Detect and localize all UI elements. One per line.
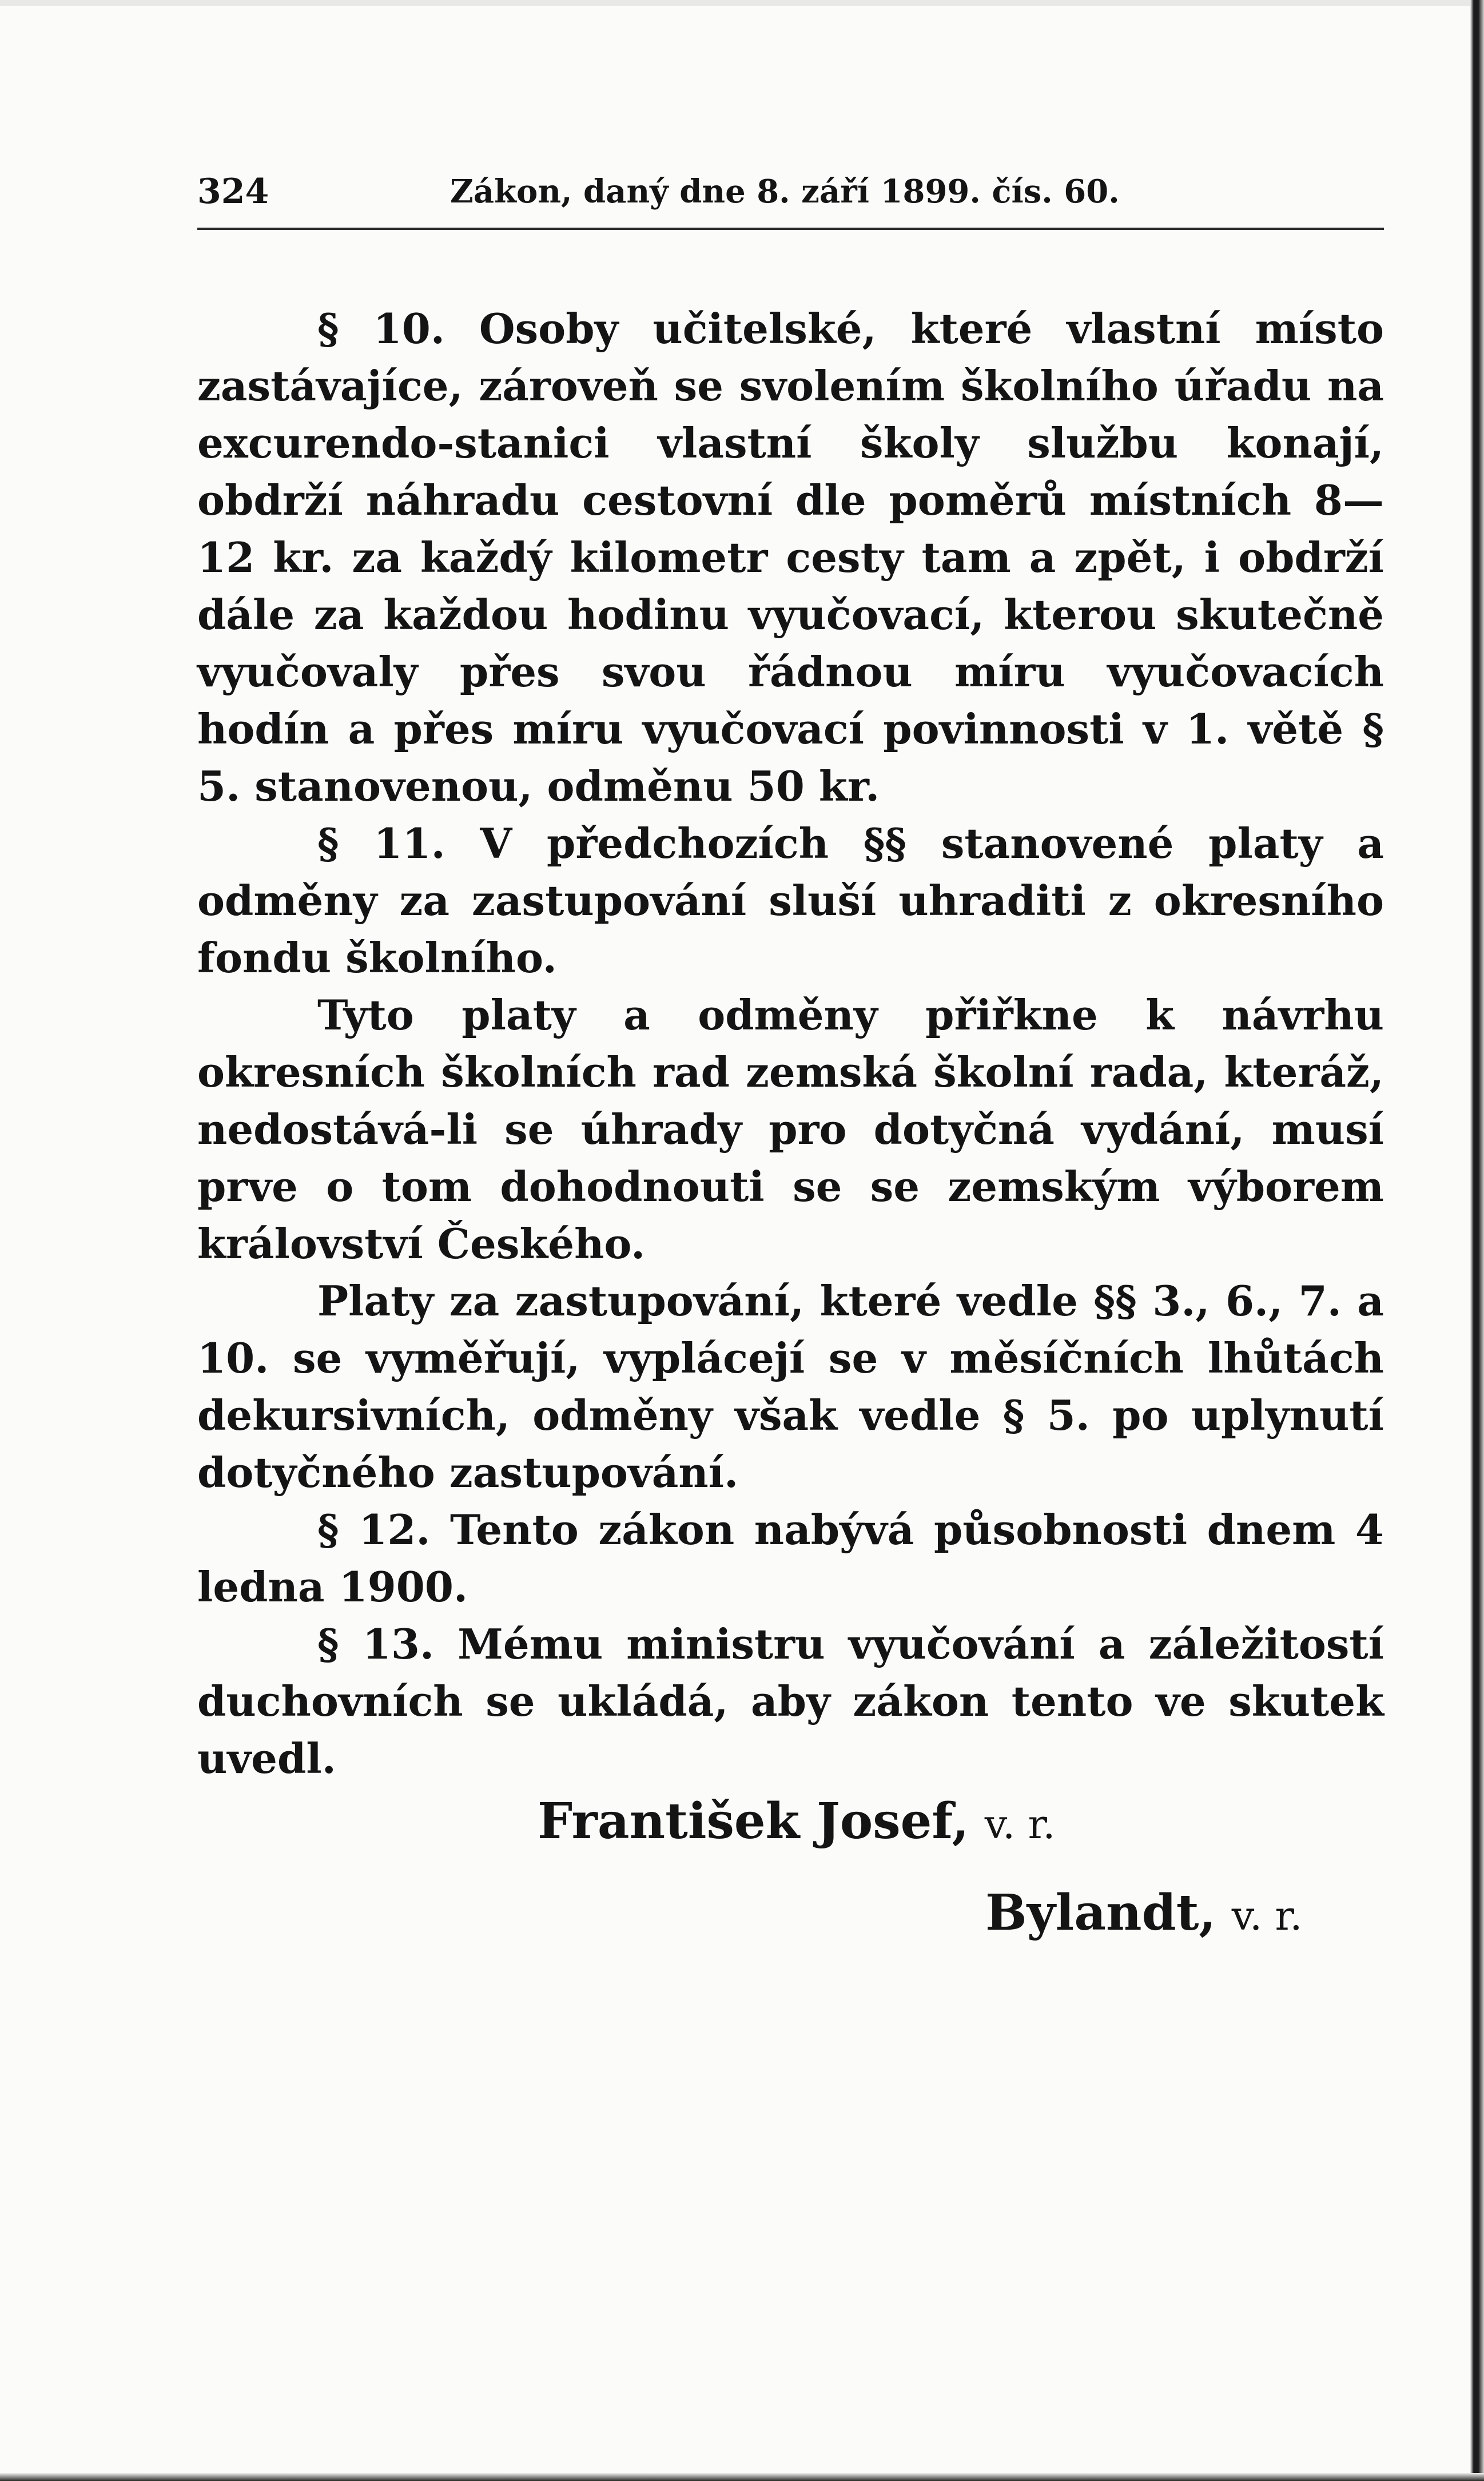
- signature-line-emperor: [197, 1776, 1384, 1867]
- signature-emperor-suffix: v. r.: [984, 1801, 1056, 1848]
- signature-minister-name: Bylandt,: [985, 1884, 1216, 1942]
- law-text: [197, 300, 1384, 1787]
- signature-minister: [985, 1867, 1303, 1962]
- paragraph-section-12: § 12. Tento zákon nabývá působnosti dnem 4 ledna 1900.: [197, 1505, 1384, 1611]
- running-title: Zákon, daný dne 8. září 1899. čís. 60.: [450, 173, 1120, 210]
- signature-minister-suffix: v. r.: [1231, 1892, 1303, 1939]
- page-number: 324: [197, 172, 269, 212]
- header-rule: [197, 228, 1384, 230]
- signature-emperor: [538, 1776, 1056, 1870]
- signature-line-minister: [197, 1867, 1384, 1959]
- paragraph-section-13: § 13. Mému ministru vyučování a záležitostí duchovních se ukládá, aby zákon tento ve skutek uvedl.: [197, 1620, 1384, 1783]
- page-edge-bottom: [0, 2473, 1484, 2481]
- page-edge-top: [0, 0, 1484, 6]
- paragraph-section-11: § 11. V předchozích §§ stanovené platy a odměny za zastupování sluší uhraditi z okresního fondu školního.: [197, 819, 1384, 982]
- page-header: [197, 166, 1384, 217]
- paragraph-approval: Tyto platy a odměny přiřkne k návrhu okresních školních rad zemská školní rada, kteráž, nedostává-li se úhrady pro dotyčná vydání, musí prve o tom dohodnouti se se zemským výborem království Českého.: [197, 991, 1384, 1268]
- paragraph-section-10: § 10. Osoby učitelské, které vlastní místo zastávajíce, zároveň se svolením školního úřadu na excurendo-stanici vlastní školy službu konají, obdrží náhradu cestovní dle poměrů místních 8—12 kr. za každý kilometr cesty tam a zpět, i obdrží dále za každou hodinu vyučovací, kterou skutečně vyučovaly přes svou řádnou míru vyučovacích hodín a přes míru vyučovací povinnosti v 1. větě § 5. stanovenou, odměnu 50 kr.: [197, 304, 1384, 810]
- page-edge-right: [1470, 0, 1484, 2481]
- paragraph-payment: Platy za zastupování, které vedle §§ 3., 6., 7. a 10. se vyměřují, vyplácejí se v měsíčních lhůtách dekursivních, odměny však vedle § 5. po uplynutí dotyčného zastupování.: [197, 1277, 1384, 1497]
- signature-emperor-name: František Josef,: [538, 1792, 969, 1850]
- signature-block: [197, 1776, 1384, 1959]
